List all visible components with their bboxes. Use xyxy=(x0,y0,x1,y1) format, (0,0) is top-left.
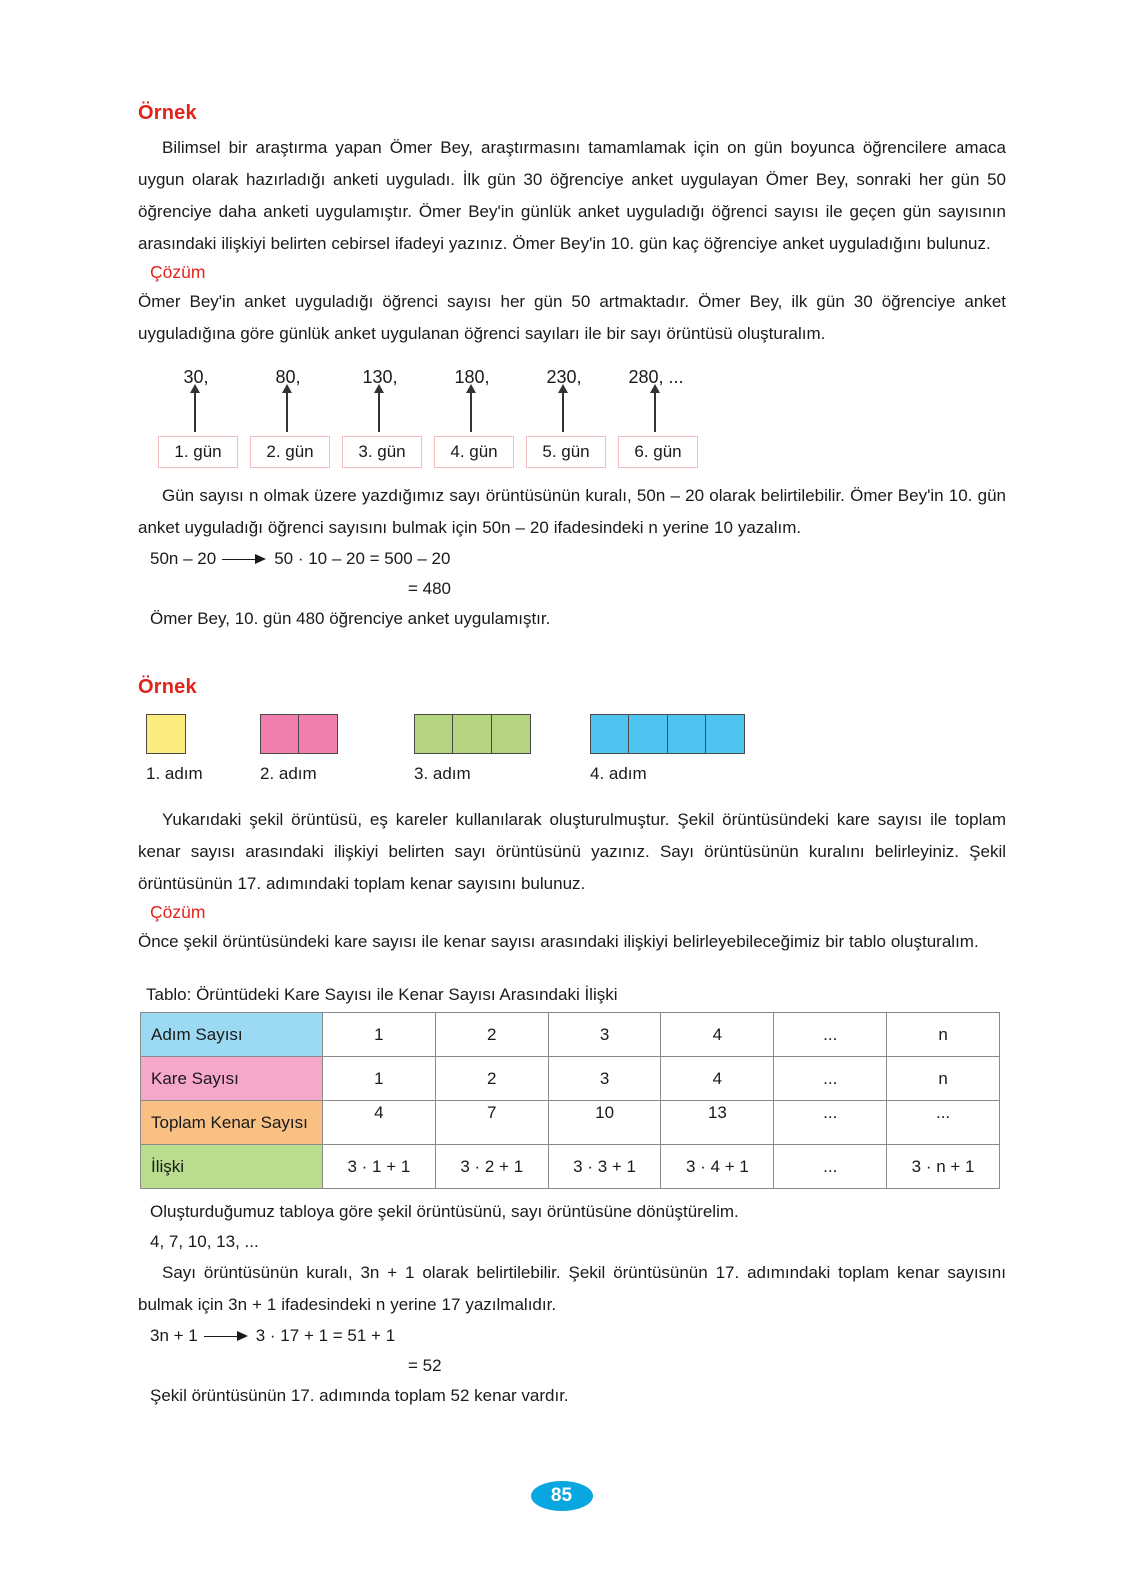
table-cell: ... xyxy=(774,1145,887,1189)
table-cell: 3 · 2 + 1 xyxy=(435,1145,548,1189)
pattern-step xyxy=(260,714,338,783)
sequence-row xyxy=(158,366,1006,461)
pattern-square xyxy=(590,714,630,754)
pattern-square xyxy=(705,714,745,754)
pattern-square xyxy=(146,714,186,754)
pattern-square xyxy=(491,714,531,754)
example2-number-pattern: 4, 7, 10, 13, ... xyxy=(150,1232,259,1251)
table-cell: 2 xyxy=(435,1013,548,1057)
table-cell: 3 xyxy=(548,1057,661,1101)
table-cell: 10 xyxy=(548,1101,661,1145)
table-cell: 4 xyxy=(661,1013,774,1057)
square-group xyxy=(414,714,531,754)
table-cell: 4 xyxy=(323,1101,436,1145)
pattern-step xyxy=(146,714,203,783)
up-arrow-icon xyxy=(378,392,380,432)
example1-solution-intro: Ömer Bey'in anket uyguladığı öğrenci sayısı her gün 50 artmaktadır. Ömer Bey, ilk gün 30 öğrenciye anket uyguladığına göre günlük anket uygulanan öğrenci sayıları ile bir sayı örüntüsü oluşturalım. xyxy=(138,292,1006,343)
pattern-square xyxy=(298,714,338,754)
table-row-header: Kare Sayısı xyxy=(141,1057,323,1101)
step-label: 2. adım xyxy=(260,764,317,783)
table-cell: ... xyxy=(774,1101,887,1145)
up-arrow-icon xyxy=(654,392,656,432)
sequence-value: 180, xyxy=(454,367,490,387)
table-cell: 3 · 4 + 1 xyxy=(661,1145,774,1189)
day-label-box: 1. gün xyxy=(158,436,238,468)
pattern-square xyxy=(414,714,454,754)
table-row xyxy=(141,1145,1000,1189)
example2-solution-intro: Önce şekil örüntüsündeki kare sayısı ile kenar sayısı arasındaki ilişkiyi belirleyebileceğimiz bir tablo oluşturalım. xyxy=(138,932,979,951)
example1-problem-text: Bilimsel bir araştırma yapan Ömer Bey, araştırmasını tamamlamak için on gün boyunca öğrencilere amaca uygun olarak hazırladığı anketi uyguladı. İlk gün 30 öğrenciye anket uygulayan Ömer Bey, sonraki her gün 50 öğrenciye daha anketi uygulamıştır. Ömer Bey'in günlük anket uyguladığı öğrenci sayısı ile geçen gün sayısının arasındaki ilişkiyi belirten cebirsel ifadeyi yazınız. Ömer Bey'in 10. gün kaç öğrenciye anket uyguladığını bulunuz. xyxy=(138,138,1006,253)
table-cell: 7 xyxy=(435,1101,548,1145)
table-cell: ... xyxy=(774,1057,887,1101)
square-pattern-figure xyxy=(138,714,1006,796)
table-row xyxy=(141,1057,1000,1101)
day-label-box: 6. gün xyxy=(618,436,698,468)
right-arrow-icon xyxy=(222,553,268,567)
page-content xyxy=(138,100,1006,1411)
square-group xyxy=(590,714,745,754)
example2-solution-heading: Çözüm xyxy=(150,902,206,922)
sequence-item xyxy=(342,366,434,461)
square-group xyxy=(260,714,338,754)
step-label: 4. adım xyxy=(590,764,647,783)
table-row-header: Toplam Kenar Sayısı xyxy=(141,1101,323,1145)
up-arrow-icon xyxy=(194,392,196,432)
square-group xyxy=(146,714,186,754)
table-cell: ... xyxy=(774,1013,887,1057)
up-arrow-icon xyxy=(562,392,564,432)
day-label-box: 5. gün xyxy=(526,436,606,468)
table-cell: n xyxy=(887,1013,1000,1057)
table-row xyxy=(141,1013,1000,1057)
table-cell: ... xyxy=(887,1101,1000,1145)
pattern-square xyxy=(667,714,707,754)
sequence-value: 280, ... xyxy=(628,367,684,387)
step-label: 3. adım xyxy=(414,764,471,783)
step-label: 1. adım xyxy=(146,764,203,783)
right-arrow-icon xyxy=(204,1330,250,1344)
relationship-table xyxy=(140,1012,1000,1189)
table-cell: 1 xyxy=(323,1013,436,1057)
example2-equation-result: = 52 xyxy=(408,1356,442,1375)
example1-eq-left: 50n – 20 xyxy=(150,549,217,568)
sequence-item xyxy=(526,366,618,461)
table-cell: 3 xyxy=(548,1013,661,1057)
sequence-item xyxy=(250,366,342,461)
table-row-header: İlişki xyxy=(141,1145,323,1189)
sequence-item xyxy=(434,366,526,461)
page-number-badge: 85 xyxy=(531,1481,593,1511)
up-arrow-icon xyxy=(470,392,472,432)
example1-conclusion: Ömer Bey, 10. gün 480 öğrenciye anket uygulamıştır. xyxy=(150,609,551,628)
sequence-value: 80, xyxy=(275,367,301,387)
example1-rule-text: Gün sayısı n olmak üzere yazdığımız sayı örüntüsünün kuralı, 50n – 20 olarak belirtilebilir. Ömer Bey'in 10. gün anket uyguladığı öğrenci sayısını bulmak için 50n – 20 ifadesindeki n yerine 10 yazalım. xyxy=(138,486,1006,537)
pattern-square xyxy=(452,714,492,754)
sequence-value: 30, xyxy=(183,367,209,387)
sequence-item xyxy=(158,366,250,461)
example2-after-table-text: Oluşturduğumuz tabloya göre şekil örüntüsünü, sayı örüntüsüne dönüştürelim. xyxy=(150,1202,739,1221)
example2-eq-left: 3n + 1 xyxy=(150,1326,198,1345)
sequence-diagram xyxy=(138,366,1006,474)
example1-equation-result: = 480 xyxy=(408,579,452,598)
table-cell: 13 xyxy=(661,1101,774,1145)
sequence-value: 130, xyxy=(362,367,398,387)
day-label-box: 2. gün xyxy=(250,436,330,468)
table-row-header: Adım Sayısı xyxy=(141,1013,323,1057)
table-row xyxy=(141,1101,1000,1145)
pattern-step xyxy=(590,714,745,783)
day-label-box: 3. gün xyxy=(342,436,422,468)
sequence-value: 230, xyxy=(546,367,582,387)
table-cell: 2 xyxy=(435,1057,548,1101)
up-arrow-icon xyxy=(286,392,288,432)
example2-heading: Örnek xyxy=(138,676,197,698)
pattern-step xyxy=(414,714,531,783)
example1-solution-heading: Çözüm xyxy=(150,262,206,282)
example2-conclusion: Şekil örüntüsünün 17. adımında toplam 52 kenar vardır. xyxy=(150,1386,569,1405)
table-cell: n xyxy=(887,1057,1000,1101)
example2-eq-right: 3 · 17 + 1 = 51 + 1 xyxy=(255,1326,396,1345)
table-cell: 4 xyxy=(661,1057,774,1101)
pattern-square xyxy=(260,714,300,754)
table-cell: 3 · 1 + 1 xyxy=(323,1145,436,1189)
example1-equation-line1 xyxy=(138,544,1006,574)
example2-equation-line1 xyxy=(138,1321,1006,1351)
example2-problem-text: Yukarıdaki şekil örüntüsü, eş kareler kullanılarak oluşturulmuştur. Şekil örüntüsündeki kare sayısı ile toplam kenar sayısı arasındaki ilişkiyi belirten sayı örüntüsünü yazınız. Sayı örüntüsünün kuralını belirleyiniz. Şekil örüntüsünün 17. adımındaki toplam kenar sayısını bulunuz. xyxy=(138,810,1006,893)
day-label-box: 4. gün xyxy=(434,436,514,468)
table-cell: 3 · n + 1 xyxy=(887,1145,1000,1189)
table-cell: 1 xyxy=(323,1057,436,1101)
pattern-square xyxy=(628,714,668,754)
example1-eq-right: 50 · 10 – 20 = 500 – 20 xyxy=(274,549,451,568)
example1-heading: Örnek xyxy=(138,102,197,124)
example2-rule-text: Sayı örüntüsünün kuralı, 3n + 1 olarak belirtilebilir. Şekil örüntüsünün 17. adımındaki toplam kenar sayısını bulmak için 3n + 1 ifadesindeki n yerine 17 yazılmalıdır. xyxy=(138,1263,1006,1314)
sequence-item xyxy=(618,366,710,461)
table-caption: Tablo: Örüntüdeki Kare Sayısı ile Kenar Sayısı Arasındaki İlişki xyxy=(146,985,618,1004)
table-cell: 3 · 3 + 1 xyxy=(548,1145,661,1189)
